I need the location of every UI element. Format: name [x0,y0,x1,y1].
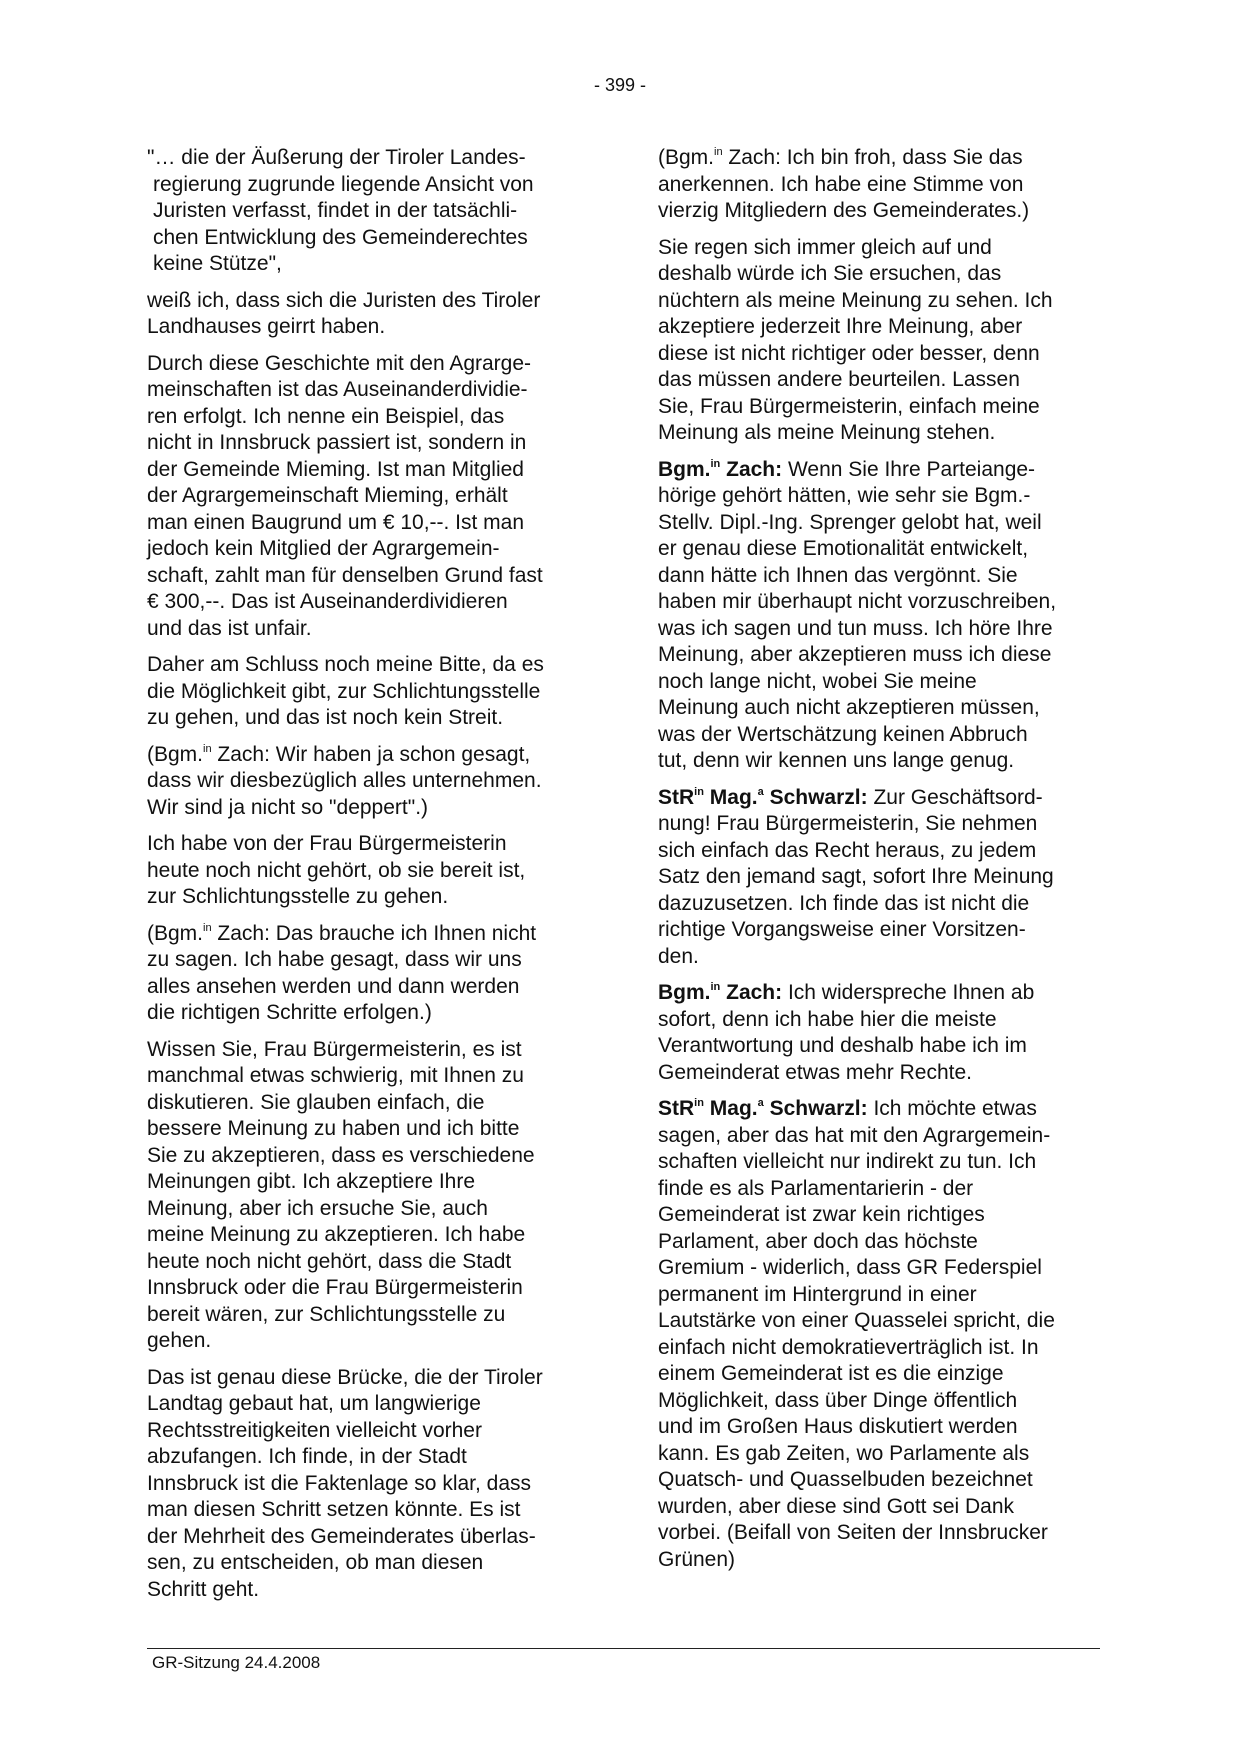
superscript: in [203,921,212,934]
speaker-title: (Bgm. [147,921,204,945]
speech [658,785,1100,971]
quoted-statement: "… die der Äußerung der Tiroler Landes- regierung zugrunde liegende Ansicht von Juristen verfasst, findet in der tatsächli- chen Entwicklung des Gemeinderechtes keine Stütze", [147,146,534,275]
paragraph: weiß ich, dass sich die Juristen des Tiroler Landhauses geirrt haben. [147,288,541,338]
paragraph: Das ist genau diese Brücke, die der Tiroler Landtag gebaut hat, um langwierige Rechtsstreitigkeiten vielleicht vorher abzufangen. Ich finde, in der Stadt Innsbruck ist die Faktenlage so klar, dass man diesen Schritt setzen könnte. Es ist der Mehrheit des Gemeinderates überlas- sen, zu entscheiden, ob man diesen Schritt geht. [147,1365,543,1601]
speech-text: Zur Geschäftsord- nung! Frau Bürgermeisterin, Sie nehmen sich einfach das Recht heraus, zu jedem Satz den jemand sagt, sofort Ihre Meinung dazuzusetzen. Ich finde das ist nicht die richtige Vorgangsweise einer Vorsitzen- den. [658,785,1054,968]
speaker-title: (Bgm. [147,742,204,766]
paragraph: Wissen Sie, Frau Bürgermeisterin, es ist manchmal etwas schwierig, mit Ihnen zu diskutieren. Sie glauben einfach, die bessere Meinung zu haben und ich bitte Sie zu akzeptieren, dass es verschiedene Meinungen gibt. Ich akzeptiere Ihre Meinung, aber ich ersuche Sie, auch meine Meinung zu akzeptieren. Ich habe heute noch nicht gehört, dass die Stadt Innsbruck oder die Frau Bürgermeisterin bereit wären, zur Schlichtungsstelle zu gehen. [147,1037,535,1352]
interjection-text: Zach: Ich bin froh, dass Sie das anerkennen. Ich habe eine Stimme von vierzig Mitgliedern des Gemeinderates.) [658,146,1030,222]
speaker-name: Zach: [720,457,783,481]
speaker-name: Schwarzl: [763,785,868,809]
superscript: in [203,742,212,755]
interjection-text: Zach: Das brauche ich Ihnen nicht zu sagen. Ich habe gesagt, dass wir uns alles ansehen werden und dann werden die richtigen Schritte erfolgen.) [147,921,537,1024]
superscript: in [694,785,704,798]
speaker-degree: Mag. [703,785,758,809]
footer-divider [147,1648,1100,1649]
speaker-title: Bgm. [658,981,711,1004]
footer-session-date: GR-Sitzung 24.4.2008 [152,1653,321,1672]
speaker-name: Schwarzl: [763,1097,868,1120]
speech [658,1096,1100,1573]
interjection [147,742,587,822]
speech-text: Ich möchte etwas sagen, aber das hat mit den Agrargemein- schaften vielleicht nur indirekt zu tun. Ich finde es als Parlamentarierin - der Gemeinderat ist zwar kein richtiges Parlament, aber doch das höchste Gremium - widerlich, dass GR Federspiel permanent im Hintergrund in einer Lautstärke von einer Quasselei spricht, die einfach nicht demokratieverträglich ist. In einem Gemeinderat ist es die einzige Möglichkeit, dass über Dinge öffentlich und im Großen Haus diskutiert werden kann. Es gab Zeiten, wo Parlamente als Quatsch- und Quasselbuden bezeichnet wurden, aber diese sind Gott sei Dank vorbei. (Beifall von Seiten der Innsbrucker Grünen) [658,1097,1055,1571]
superscript: a [757,1097,764,1109]
paragraph: Durch diese Geschichte mit den Agrarge- meinschaften ist das Auseinanderdividie- ren erfolgt. Ich nenne ein Beispiel, das nicht in Innsbruck passiert ist, sondern in der Gemeinde Mieming. Ist man Mitglied der Agrargemeinschaft Mieming, erhält man einen Baugrund um € 10,--. Ist man jedoch kein Mitglied der Agrargemein- schaft, zahlt man für denselben Grund fast € 300,--. Das ist Auseinanderdividieren und das ist unfair. [147,351,543,640]
superscript: in [710,981,721,993]
interjection-text: Zach: Wir haben ja schon gesagt, dass wir diesbezüglich alles unternehmen. Wir sind ja nicht so "deppert".) [147,742,542,819]
page-number: - 399 - [593,75,647,95]
speech-text: Wenn Sie Ihre Parteiange- hörige gehört hätten, wie sehr sie Bgm.- Stellv. Dipl.-Ing. Sprenger gelobt hat, weil er genau diese Emotionalität entwickelt, dann hätte ich Ihnen das vergönnt. Sie haben mir überhaupt nicht vorzuschreiben, was ich sagen und tun muss. Ich höre Ihre Meinung, aber akzeptieren muss ich diese noch lange nicht, wobei Sie meine Meinung auch nicht akzeptieren müssen, was der Wertschätzung keinen Abbruch tut, denn wir kennen uns lange genug. [658,457,1057,772]
paragraph: Sie regen sich immer gleich auf und deshalb würde ich Sie ersuchen, das nüchtern als meine Meinung zu sehen. Ich akzeptiere jederzeit Ihre Meinung, aber diese ist nicht richtiger oder besser, denn das müssen andere beurteilen. Lassen Sie, Frau Bürgermeisterin, einfach meine Meinung als meine Meinung stehen. [658,235,1053,444]
left-column [147,145,587,1613]
superscript: in [714,146,723,158]
interjection [658,145,1100,225]
superscript: in [694,1097,704,1109]
superscript: a [757,785,764,798]
speaker-title: StR [658,785,695,809]
speaker-title: (Bgm. [658,146,715,169]
paragraph: Daher am Schluss noch meine Bitte, da es die Möglichkeit gibt, zur Schlichtungsstelle zu gehen, und das ist noch kein Streit. [147,653,544,729]
right-column [658,145,1100,1583]
paragraph: Ich habe von der Frau Bürgermeisterin heute noch nicht gehört, ob sie bereit ist, zur Schlichtungsstelle zu gehen. [147,832,526,908]
speaker-title: StR [658,1097,695,1120]
interjection [147,921,587,1027]
speech [658,980,1100,1086]
speaker-title: Bgm. [658,457,711,481]
speaker-name: Zach: [720,981,783,1004]
superscript: in [710,457,721,470]
speech [658,457,1100,775]
speaker-degree: Mag. [703,1097,758,1120]
speech-text: Ich widerspreche Ihnen ab sofort, denn ich habe hier die meiste Verantwortung und deshalb habe ich im Gemeinderat etwas mehr Rechte. [658,981,1035,1084]
